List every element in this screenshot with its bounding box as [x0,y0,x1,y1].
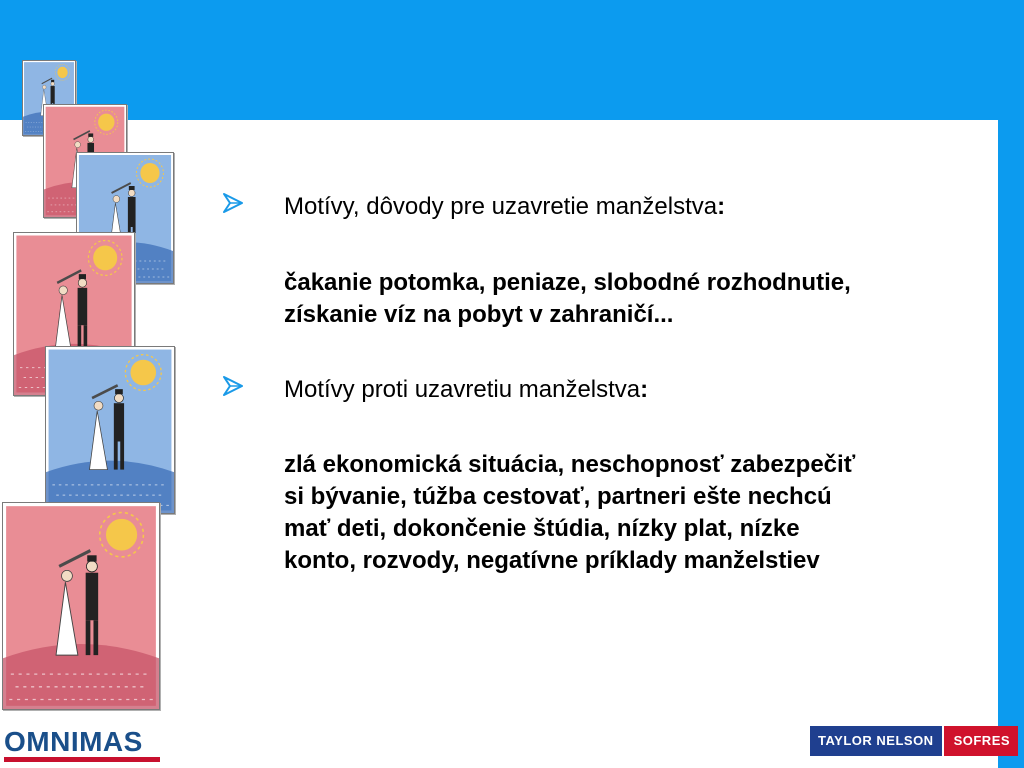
bullet-heading: Motívy proti uzavretiu manželstva: [284,376,649,403]
tns-logo [810,726,1018,756]
arrow-bullet-icon [222,190,284,214]
omnimas-wordmark: OMNIMAS [4,726,143,757]
right-blue-band [998,0,1024,768]
bullet-detail [284,449,962,577]
tns-logo-right: SOFRES [944,726,1018,756]
wedding-illustration-stack [0,0,200,768]
detail-line: zlá ekonomická situácia, neschopnosť zabezpečiť [284,451,856,478]
bullet-item-reasons-against [222,373,962,407]
detail-line: čakanie potomka, peniaze, slobodné rozhodnutie, [284,269,851,296]
wedding-card-5 [45,346,175,514]
bullet-heading: Motívy, dôvody pre uzavretie manželstva: [284,193,726,220]
omnimas-logo [4,725,164,765]
arrow-bullet-icon [222,373,284,397]
wedding-card-6 [2,502,160,710]
detail-line: mať deti, dokončenie štúdia, nízky plat, nízke [284,515,800,542]
bullet-list [222,190,962,577]
tns-logo-left: TAYLOR NELSON [810,726,942,756]
detail-line: konto, rozvody, negatívne príklady manželstiev [284,547,820,574]
detail-line: si bývanie, túžba cestovať, partneri ešte nechcú [284,483,832,510]
detail-line: získanie víz na pobyt v zahraničí... [284,301,674,328]
bullet-item-reasons-for [222,190,962,224]
bullet-detail [284,267,962,331]
